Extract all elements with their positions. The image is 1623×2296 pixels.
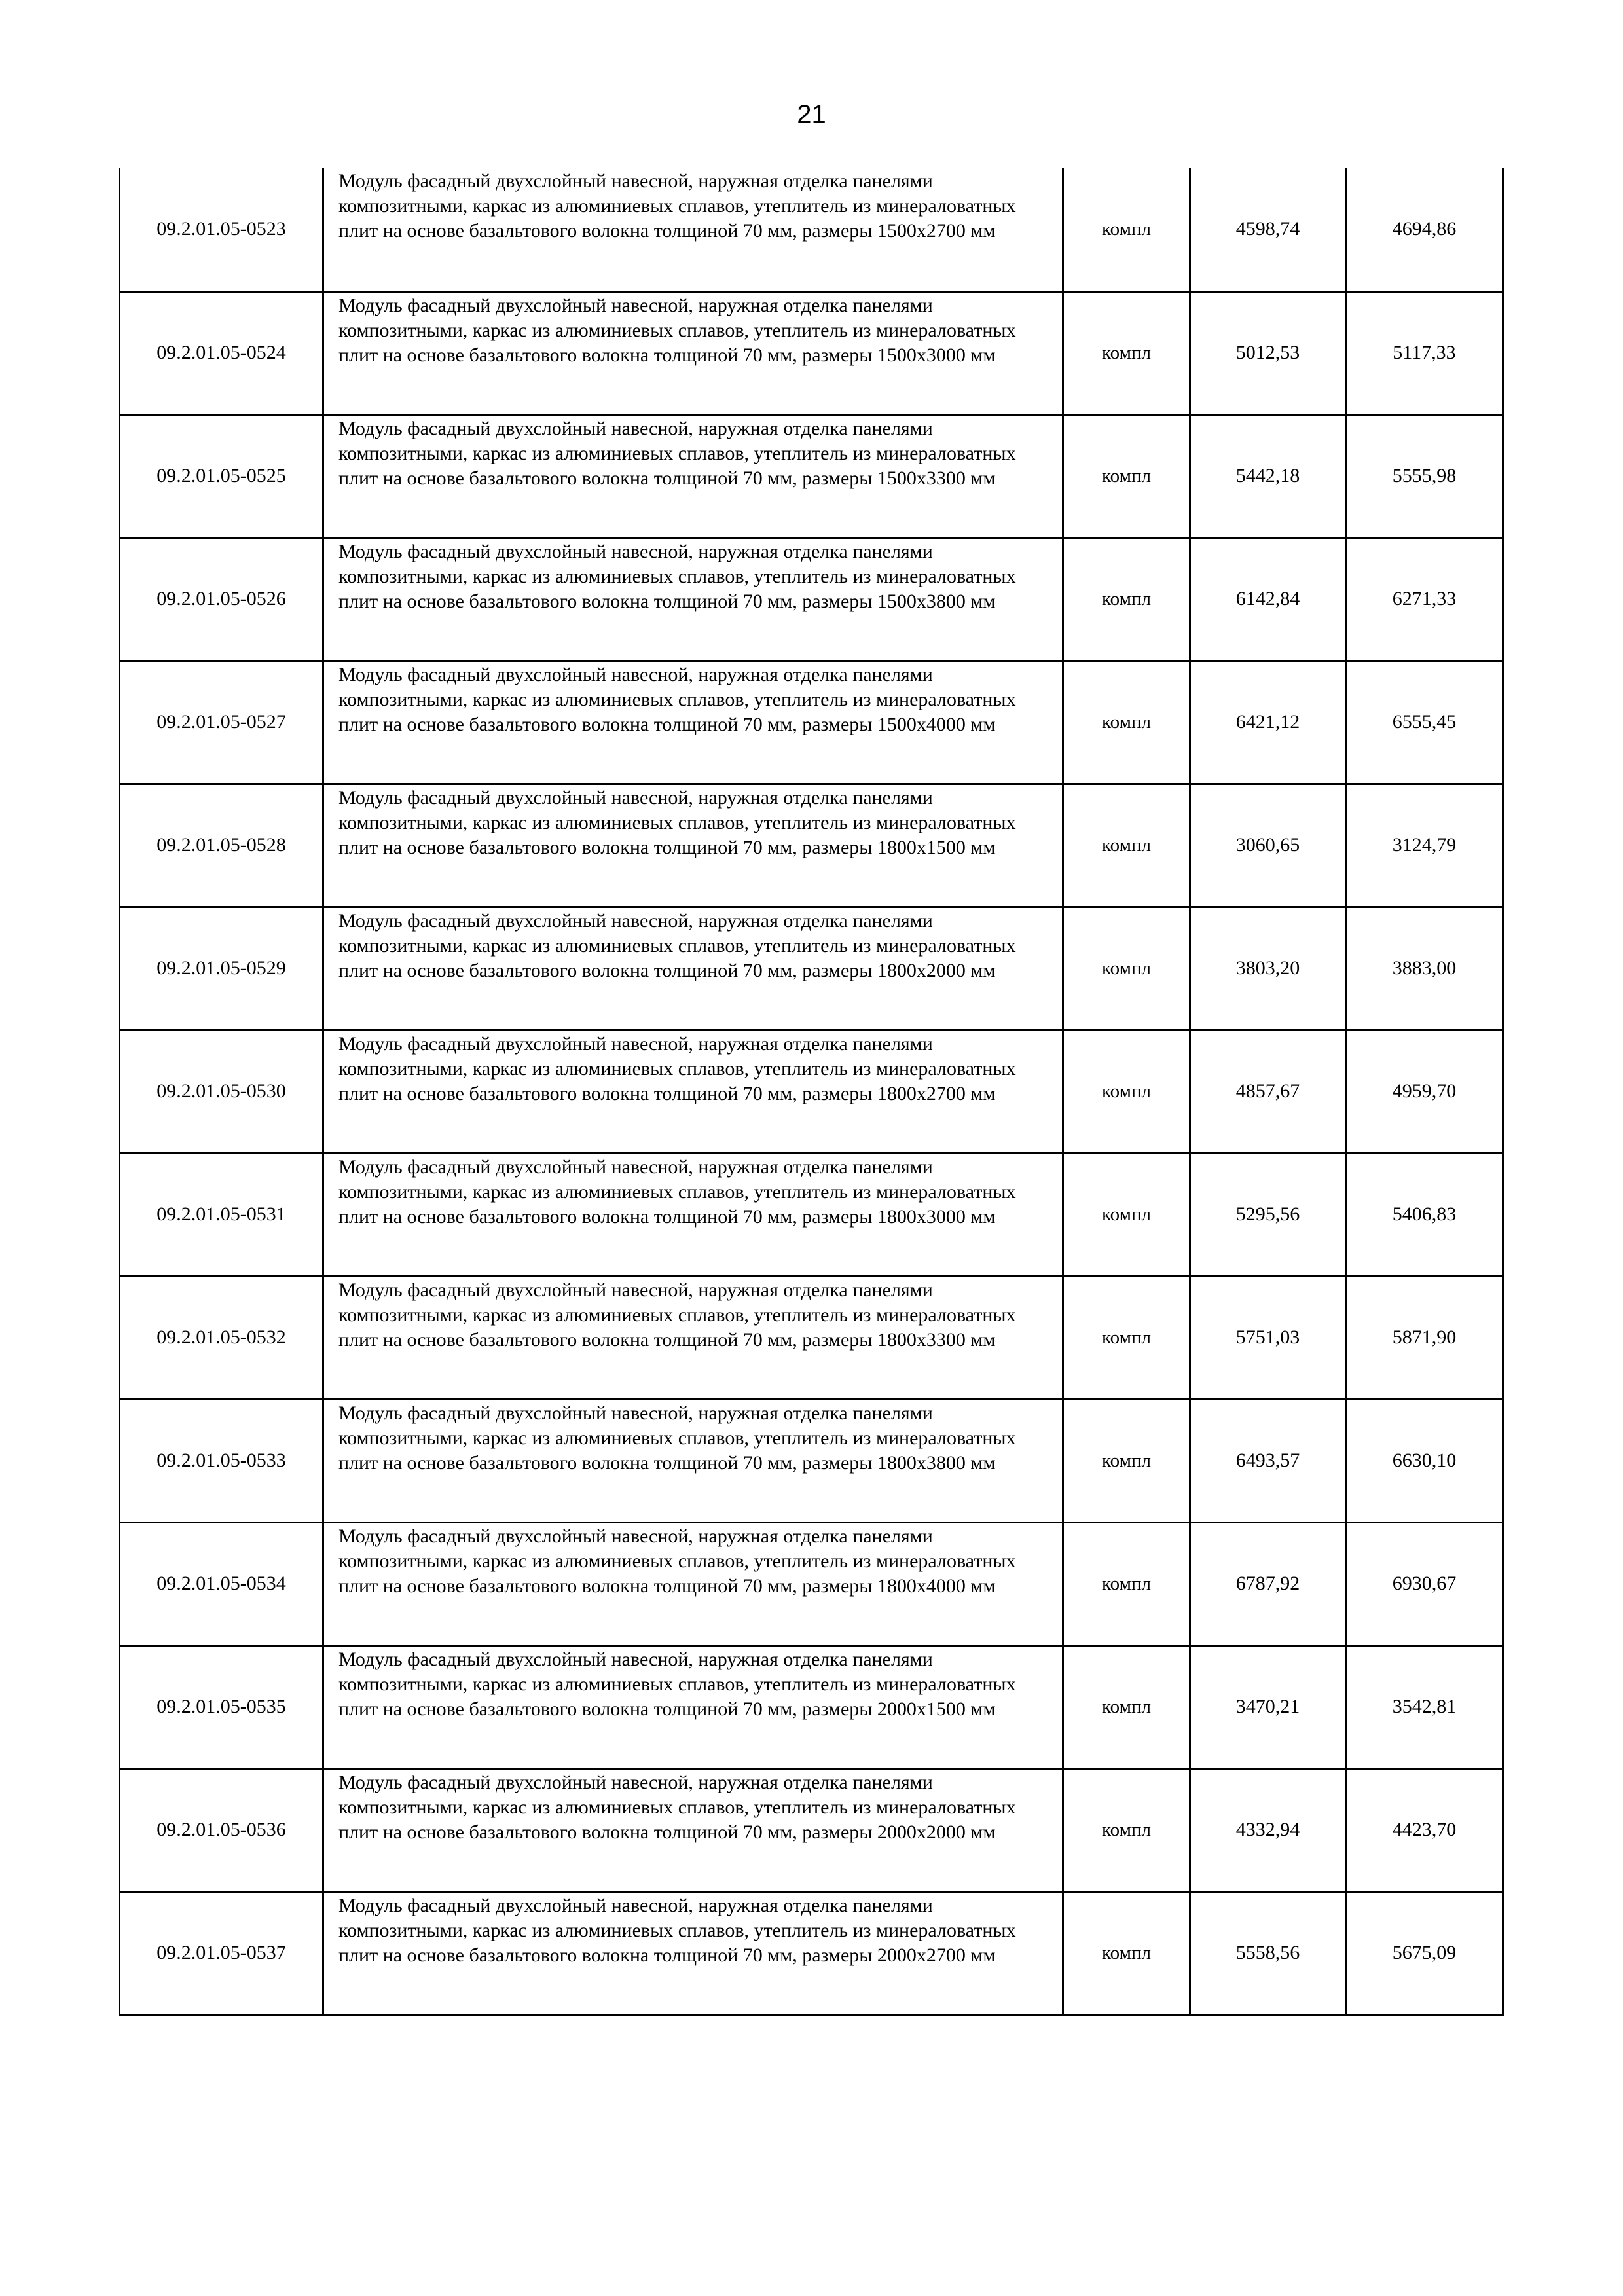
unit-of-measure: компл xyxy=(1063,1768,1190,1891)
resource-code: 09.2.01.05-0530 xyxy=(120,1030,323,1153)
table-row xyxy=(120,1276,1503,1399)
price-2: 3883,00 xyxy=(1346,907,1503,1030)
resource-code: 09.2.01.05-0527 xyxy=(120,661,323,784)
price-2: 6271,33 xyxy=(1346,538,1503,661)
resource-code: 09.2.01.05-0528 xyxy=(120,784,323,907)
table-row xyxy=(120,291,1503,414)
price-table xyxy=(119,168,1504,2016)
price-1: 5751,03 xyxy=(1190,1276,1346,1399)
unit-of-measure: компл xyxy=(1063,1030,1190,1153)
price-1: 5295,56 xyxy=(1190,1153,1346,1276)
resource-code: 09.2.01.05-0526 xyxy=(120,538,323,661)
unit-of-measure: компл xyxy=(1063,168,1190,291)
unit-of-measure: компл xyxy=(1063,784,1190,907)
unit-of-measure: компл xyxy=(1063,1522,1190,1645)
price-2: 5117,33 xyxy=(1346,291,1503,414)
price-1: 5558,56 xyxy=(1190,1891,1346,2014)
table-row xyxy=(120,784,1503,907)
unit-of-measure: компл xyxy=(1063,538,1190,661)
table-row xyxy=(120,1153,1503,1276)
resource-description: Модуль фасадный двухслойный навесной, наружная отделка панелями композитными, каркас из алюминиевых сплавов, утеплитель из минераловатных плит на основе базальтового волокна толщиной 70 мм, размеры 1800х3000 мм xyxy=(323,1153,1063,1276)
price-2: 6555,45 xyxy=(1346,661,1503,784)
price-2: 6630,10 xyxy=(1346,1399,1503,1522)
resource-description: Модуль фасадный двухслойный навесной, наружная отделка панелями композитными, каркас из алюминиевых сплавов, утеплитель из минераловатных плит на основе базальтового волокна толщиной 70 мм, размеры 1800х1500 мм xyxy=(323,784,1063,907)
resource-description: Модуль фасадный двухслойный навесной, наружная отделка панелями композитными, каркас из алюминиевых сплавов, утеплитель из минераловатных плит на основе базальтового волокна толщиной 70 мм, размеры 1500х3000 мм xyxy=(323,291,1063,414)
resource-code: 09.2.01.05-0525 xyxy=(120,414,323,538)
resource-description: Модуль фасадный двухслойный навесной, наружная отделка панелями композитными, каркас из алюминиевых сплавов, утеплитель из минераловатных плит на основе базальтового волокна толщиной 70 мм, размеры 1800х3800 мм xyxy=(323,1399,1063,1522)
resource-description: Модуль фасадный двухслойный навесной, наружная отделка панелями композитными, каркас из алюминиевых сплавов, утеплитель из минераловатных плит на основе базальтового волокна толщиной 70 мм, размеры 2000х2700 мм xyxy=(323,1891,1063,2014)
unit-of-measure: компл xyxy=(1063,907,1190,1030)
price-1: 6142,84 xyxy=(1190,538,1346,661)
price-1: 6787,92 xyxy=(1190,1522,1346,1645)
table-row xyxy=(120,414,1503,538)
price-1: 3470,21 xyxy=(1190,1645,1346,1768)
table-row xyxy=(120,538,1503,661)
price-2: 6930,67 xyxy=(1346,1522,1503,1645)
price-1: 3060,65 xyxy=(1190,784,1346,907)
unit-of-measure: компл xyxy=(1063,661,1190,784)
resource-code: 09.2.01.05-0529 xyxy=(120,907,323,1030)
price-2: 4423,70 xyxy=(1346,1768,1503,1891)
resource-code: 09.2.01.05-0534 xyxy=(120,1522,323,1645)
resource-description: Модуль фасадный двухслойный навесной, наружная отделка панелями композитными, каркас из алюминиевых сплавов, утеплитель из минераловатных плит на основе базальтового волокна толщиной 70 мм, размеры 1500х3300 мм xyxy=(323,414,1063,538)
price-1: 4332,94 xyxy=(1190,1768,1346,1891)
resource-description: Модуль фасадный двухслойный навесной, наружная отделка панелями композитными, каркас из алюминиевых сплавов, утеплитель из минераловатных плит на основе базальтового волокна толщиной 70 мм, размеры 1800х2700 мм xyxy=(323,1030,1063,1153)
price-2: 5406,83 xyxy=(1346,1153,1503,1276)
price-2: 4694,86 xyxy=(1346,168,1503,291)
unit-of-measure: компл xyxy=(1063,1399,1190,1522)
table-row xyxy=(120,1645,1503,1768)
resource-description: Модуль фасадный двухслойный навесной, наружная отделка панелями композитными, каркас из алюминиевых сплавов, утеплитель из минераловатных плит на основе базальтового волокна толщиной 70 мм, размеры 2000х2000 мм xyxy=(323,1768,1063,1891)
table-row xyxy=(120,1891,1503,2014)
table-row xyxy=(120,1522,1503,1645)
resource-code: 09.2.01.05-0535 xyxy=(120,1645,323,1768)
price-2: 5675,09 xyxy=(1346,1891,1503,2014)
price-1: 4598,74 xyxy=(1190,168,1346,291)
price-1: 5012,53 xyxy=(1190,291,1346,414)
resource-code: 09.2.01.05-0531 xyxy=(120,1153,323,1276)
resource-description: Модуль фасадный двухслойный навесной, наружная отделка панелями композитными, каркас из алюминиевых сплавов, утеплитель из минераловатных плит на основе базальтового волокна толщиной 70 мм, размеры 1800х4000 мм xyxy=(323,1522,1063,1645)
resource-description: Модуль фасадный двухслойный навесной, наружная отделка панелями композитными, каркас из алюминиевых сплавов, утеплитель из минераловатных плит на основе базальтового волокна толщиной 70 мм, размеры 2000х1500 мм xyxy=(323,1645,1063,1768)
unit-of-measure: компл xyxy=(1063,1153,1190,1276)
price-2: 5555,98 xyxy=(1346,414,1503,538)
resource-code: 09.2.01.05-0533 xyxy=(120,1399,323,1522)
resource-description: Модуль фасадный двухслойный навесной, наружная отделка панелями композитными, каркас из алюминиевых сплавов, утеплитель из минераловатных плит на основе базальтового волокна толщиной 70 мм, размеры 1800х3300 мм xyxy=(323,1276,1063,1399)
table-row xyxy=(120,661,1503,784)
resource-code: 09.2.01.05-0537 xyxy=(120,1891,323,2014)
price-1: 3803,20 xyxy=(1190,907,1346,1030)
resource-description: Модуль фасадный двухслойный навесной, наружная отделка панелями композитными, каркас из алюминиевых сплавов, утеплитель из минераловатных плит на основе базальтового волокна толщиной 70 мм, размеры 1500х3800 мм xyxy=(323,538,1063,661)
price-2: 3542,81 xyxy=(1346,1645,1503,1768)
price-1: 6493,57 xyxy=(1190,1399,1346,1522)
table-row xyxy=(120,907,1503,1030)
unit-of-measure: компл xyxy=(1063,1276,1190,1399)
unit-of-measure: компл xyxy=(1063,1891,1190,2014)
table-row xyxy=(120,1768,1503,1891)
resource-code: 09.2.01.05-0523 xyxy=(120,168,323,291)
resource-code: 09.2.01.05-0536 xyxy=(120,1768,323,1891)
resource-description: Модуль фасадный двухслойный навесной, наружная отделка панелями композитными, каркас из алюминиевых сплавов, утеплитель из минераловатных плит на основе базальтового волокна толщиной 70 мм, размеры 1500х2700 мм xyxy=(323,168,1063,291)
resource-code: 09.2.01.05-0524 xyxy=(120,291,323,414)
table-row xyxy=(120,168,1503,291)
resource-code: 09.2.01.05-0532 xyxy=(120,1276,323,1399)
unit-of-measure: компл xyxy=(1063,414,1190,538)
page-number: 21 xyxy=(797,100,826,129)
table-row xyxy=(120,1030,1503,1153)
price-1: 4857,67 xyxy=(1190,1030,1346,1153)
table-body xyxy=(120,168,1503,2014)
table-row xyxy=(120,1399,1503,1522)
price-1: 5442,18 xyxy=(1190,414,1346,538)
price-1: 6421,12 xyxy=(1190,661,1346,784)
price-2: 5871,90 xyxy=(1346,1276,1503,1399)
price-2: 4959,70 xyxy=(1346,1030,1503,1153)
resource-description: Модуль фасадный двухслойный навесной, наружная отделка панелями композитными, каркас из алюминиевых сплавов, утеплитель из минераловатных плит на основе базальтового волокна толщиной 70 мм, размеры 1500х4000 мм xyxy=(323,661,1063,784)
unit-of-measure: компл xyxy=(1063,1645,1190,1768)
resource-description: Модуль фасадный двухслойный навесной, наружная отделка панелями композитными, каркас из алюминиевых сплавов, утеплитель из минераловатных плит на основе базальтового волокна толщиной 70 мм, размеры 1800х2000 мм xyxy=(323,907,1063,1030)
price-2: 3124,79 xyxy=(1346,784,1503,907)
unit-of-measure: компл xyxy=(1063,291,1190,414)
